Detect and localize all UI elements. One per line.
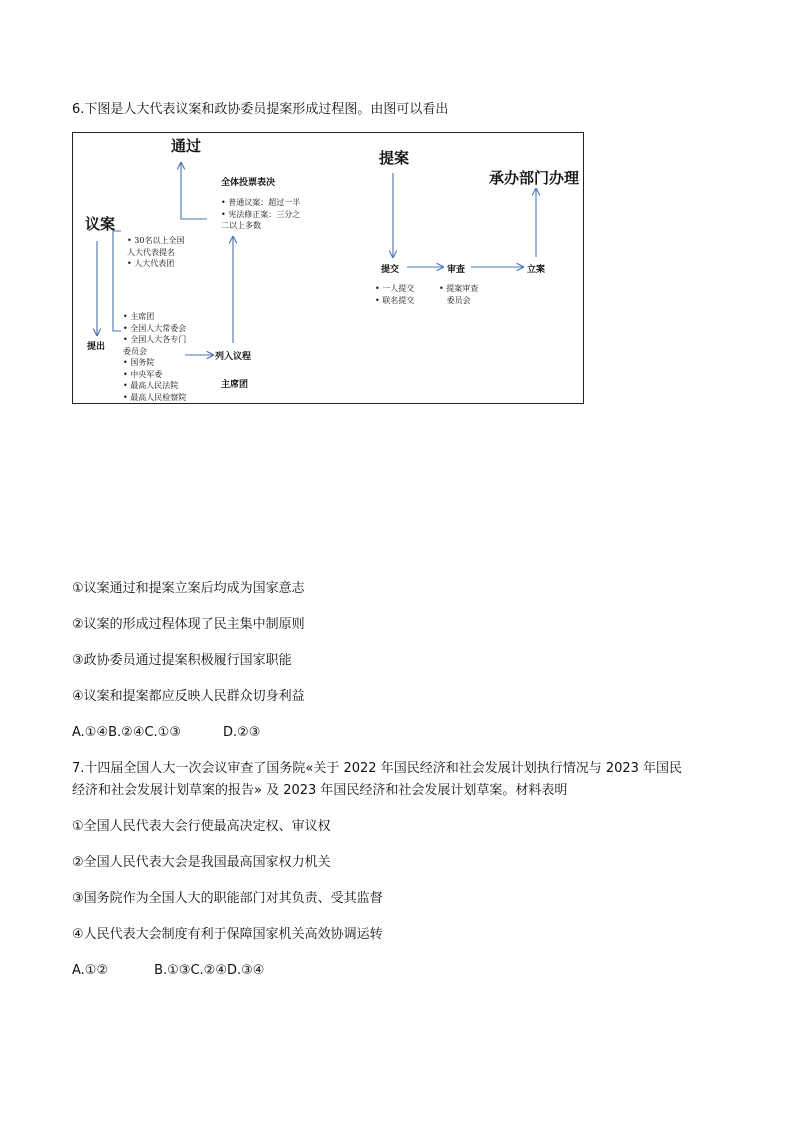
submit-label: 提出 [87, 342, 106, 352]
filed-label: 立案 [527, 265, 546, 275]
submit-modes [375, 283, 414, 306]
question-7-title-line1: 7.十四届全国人大一次会议审查了国务院«关于 2022 年国民经济和社会发展计划执行情况与 2023 年国民 [72, 761, 683, 776]
proposer-special-committee: • 全国人大各专门 [123, 335, 187, 344]
proposer-30-deputies: • 30名以上全国 [127, 236, 185, 245]
q6-answer-d[interactable]: D.②③ [223, 725, 261, 740]
proposer-state-council: • 国务院 [123, 358, 155, 367]
review-body-line2: 委员会 [446, 295, 471, 305]
q7-option-2: ②全国人民代表大会是我国最高国家权力机关 [72, 855, 331, 870]
q6-option-2: ②议案的形成过程体现了民主集中制原则 [72, 617, 305, 632]
q7-answer-b[interactable]: B.①③ [154, 963, 191, 978]
review-body-line1: • 提案审查 [439, 284, 479, 293]
submit-mode-single: • 一人提交 [375, 284, 415, 293]
vote-rule-ordinary: • 普通议案：超过一半 [221, 198, 301, 207]
q7-option-1: ①全国人民代表大会行使最高决定权、审议权 [72, 819, 331, 834]
review-body [439, 283, 478, 306]
presidium-label: 主席团 [221, 380, 249, 390]
q7-option-3: ③国务院作为全国人大的职能部门对其负责、受其监督 [72, 891, 383, 906]
q7-answer-a[interactable]: A.①② [72, 963, 109, 978]
q7-answers [72, 962, 264, 980]
question-7-title-line2: 经济和社会发展计划草案的报告» 及 2023 年国民经济和社会发展计划草案。材料表明 [72, 783, 568, 798]
proposer-standing-committee: • 全国人大常委会 [123, 323, 187, 333]
review-label: 审查 [447, 265, 466, 275]
motion-heading: 议案 [85, 215, 116, 233]
proposer-procuratorate: • 最高人民检察院 [123, 392, 187, 402]
proposer-delegation: • 人大代表团 [127, 259, 175, 268]
proposer-special-committee-cont: 委员会 [123, 346, 147, 356]
q6-answers [72, 724, 260, 742]
question-6-title: 6.下图是人大代表议案和政协委员提案形成过程图。由图可以看出 [72, 102, 449, 117]
q6-option-4: ④议案和提案都应反映人民群众切身利益 [72, 689, 305, 704]
agenda-label: 列入议程 [215, 352, 252, 362]
q6-option-3: ③政协委员通过提案积极履行国家职能 [72, 653, 292, 668]
vote-rule-constitution: • 宪法修正案：三分之 [221, 209, 301, 219]
proposal-heading: 提案 [379, 149, 410, 167]
process-diagram [72, 132, 584, 404]
proposer-court: • 最高人民法院 [123, 381, 179, 390]
proposer-group-1 [127, 235, 184, 270]
q7-answer-d[interactable]: D.③④ [227, 963, 265, 978]
arrow-vote-to-passed [181, 163, 207, 219]
vote-title: 全体投票表决 [221, 178, 276, 188]
proposer-cmc: • 中央军委 [123, 369, 163, 379]
submit-mode-joint: • 联名提交 [375, 295, 415, 305]
proposer-group-2 [123, 311, 186, 403]
passed-label: 通过 [171, 137, 202, 155]
handler-heading: 承办部门办理 [489, 169, 580, 187]
vote-rule-constitution-cont: 二以上多数 [221, 221, 261, 230]
proposer-bracket [113, 231, 121, 331]
q7-option-4: ④人民代表大会制度有利于保障国家机关高效协调运转 [72, 927, 383, 942]
submit2-label: 提交 [381, 265, 400, 275]
q6-option-1: ①议案通过和提案立案后均成为国家意志 [72, 581, 305, 596]
vote-rules [221, 197, 300, 232]
q7-answer-c[interactable]: C.②④ [190, 963, 227, 978]
q6-answer-c[interactable]: C.①③ [144, 725, 181, 740]
proposer-30-deputies-cont: 人大代表提名 [127, 247, 175, 257]
q6-answer-b[interactable]: B.②④ [108, 725, 145, 740]
q6-answer-a[interactable]: A.①④ [72, 725, 109, 740]
proposer-presidium: • 主席团 [123, 312, 155, 321]
